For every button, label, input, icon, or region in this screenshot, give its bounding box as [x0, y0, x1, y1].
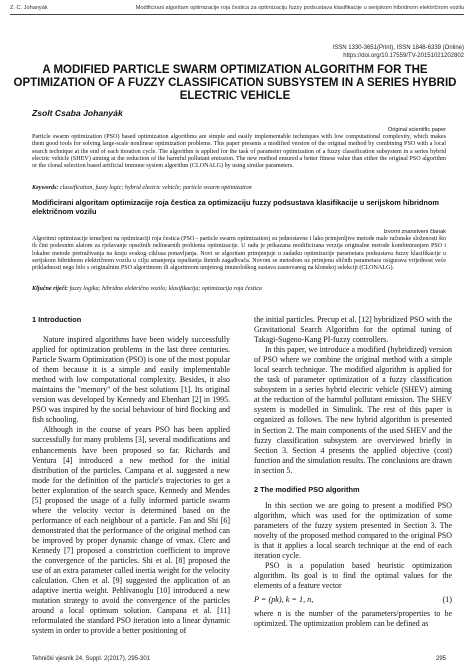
equation-expression: P = (pk), k = 1, n,	[254, 595, 314, 605]
paragraph: the initial particles. Precup et al. [12] hybridized PSO with the Gravitational Search Algorithm for the optimal tuning of Takagi-Sugeno-Kang PI-fuzzy controllers.	[254, 315, 452, 345]
equation-1	[254, 593, 452, 607]
doi-line[interactable]: https://doi.org/10.17559/TV-20151021202802	[343, 53, 464, 59]
paper-title: A MODIFIED PARTICLE SWARM OPTIMIZATION ALGORITHM FOR THE OPTIMIZATION OF A FUZZY CLASSIFICATION SUBSYSTEM IN A SERIES HYBRID ELECTRIC VEHICLE	[13, 64, 457, 102]
title-hr: Modificirani algoritam optimizacije roja čestica za optimizaciju fuzzy podsustava klasifikacije u serijskom hibridnom električnom vozilu	[32, 198, 440, 216]
paragraph: In this section we are going to present a modified PSO algorithm, which was used for the optimization of some parameters of the fuzzy system presented in Section 3. The novelty of the proposed method compared to the original PSO is that it applies a local search technique at the end of each iteration cycle.	[254, 500, 452, 560]
page-number: 295	[435, 656, 446, 662]
keywords-en	[32, 185, 446, 191]
paragraph: In this paper, we introduce a modified (hybridized) version of PSO where we combine the original method with a simple local search technique. The modified algorithm is applied for the task of parameter optimization of a fuzzy classification subsystem in a series hybrid electric vehicle (SHEV) aiming at the reduction of the harmful pollutant emission. The SHEV system is modelled in Simulink. The rest of this paper is organized as follows. The new hybrid algorithm is presented in Section 2. The main components of the used SHEV and the fuzzy classification subsystem are overviewed briefly in Section 3. Section 4 presents the applied objective (cost) function and the simulation results. The conclusions are drawn in section 5.	[254, 345, 452, 475]
running-header-title: Modificirani algoritam optimizacije roja čestica za optimizaciju fuzzy podsustava klasifikacije u serijskom hibridnom električnom vozilu	[135, 5, 464, 11]
keywords-hr-text: fuzzy logika; hibridno električno vozilo; klasifikacija; optimizacija roja čestica	[69, 286, 262, 292]
paragraph: PSO is a population based heuristic optimization algorithm. Its goal is to find the optimal values for the elements of a feature vector	[254, 561, 452, 591]
keywords-hr	[32, 286, 446, 292]
keywords-en-text: classification, fuzzy logic; hybrid electric vehicle; particle swarm optimization	[59, 185, 252, 191]
abstract-hr: Algoritmi optimizacije temeljeni na optimizaciji roja čestica (PSO - particle swarm optimization) su jednostavne i lako primjenljive metode male računske složenosti što ih čini podesnim alatom za rješavanje opsežnih nelinearnih problema optimizacije. U radu je prikazana modificirana verzija originalne metode kombiniranjem PSO i lokalne metode pretraživanja na kraju svakog ciklusa ponavljanja. Novi se algoritam primjenjuje u zadatku optimizacije parametara podsustava fuzzy klasifikacije u serijskom hibridnom električnom vozilu u cilju smanjenja ispuštanja štetnih zagađivača. Novom se metodom uz primjenu sličnih parametara osigurava vrijednost veće prikladnosti nego bilo s originalnim PSO algoritmom ili algoritmom umjetnog imunološkog sustava zasnovanog na klonskoj selekciji (CLONALG).	[32, 236, 446, 272]
equation-number: (1)	[442, 595, 452, 605]
header-rule	[10, 14, 464, 15]
running-header-author: Z. C. Johanyák	[10, 5, 48, 11]
keywords-hr-label: Ključne riječi:	[32, 286, 69, 292]
paragraph: Although in the course of years PSO has been applied successfully for many problems [3], several modifications and enhancements have been proposed so far. Richards and Ventura [4] introduced a new method for the initial distribution of the particles. Campana et al. suggested a new mode for the definition of the particle's trajectories to get a better exploration of the search space. Kennedy and Mendes [5] proposed the usage of a fully informed particle swarm where the velocity vector is determined based on the performance of each neighbour of a particle. Fan and Shi [6] demonstrated that the performance of the original method can be improved by proper dynamic change of vmax. Clerc and Kennedy [7] proposed a constriction coefficient to improve the convergence of the particles. Shi et al. [8] proposed the use of an extra parameter called inertia weight for the velocity calculation. Chen et al. [9] suggested the application of an adaptive inertia weight. Pehlivanoglu [10] introduced a new mutation strategy to avoid the convergence of the particles around a local optimum solution. Campana et al. [11] reformulated the standard PSO iteration into a linear dynamic system in order to provide a better positioning of	[32, 425, 230, 636]
issn-line: ISSN 1330-3651(Print), ISSN 1848-6339 (Online)	[332, 45, 464, 51]
paragraph: Nature inspired algorithms have been widely successfully applied for optimization problems in the last three centuries. Particle Swarm Optimization (PSO) is one of the most popular of them because it is a simple and easily implementable method with low computational complexity. Besides, it also maintains the "memory" of the best solutions [1]. Its original version was developed by Kennedy and Ebenhart [2] in 1995. PSO was inspired by the social behaviour of bird flocking and fish schooling.	[32, 335, 230, 425]
keywords-en-label: Keywords:	[32, 185, 59, 191]
issn-block	[333, 44, 464, 60]
paragraph: where n is the number of the parameters/properties to be optimized. The optimization problem can be defined as	[254, 609, 452, 629]
paper-type-hr: Izvorni znanstveni članak	[383, 229, 446, 235]
right-column	[254, 315, 452, 629]
abstract-en: Particle swarm optimization (PSO) based optimization algorithms are simple and easily implementable techniques with low computational complexity, which makes them good tools for solving large-scale nonlinear optimization problems. This paper presents a modified version of the original method by combining PSO with a local search technique at the end of each iteration cycle. The algorithm is applied for the task of parameter optimization of a fuzzy classification subsystem in a series hybrid electric vehicle (SHEV) aiming at the reduction of the harmful pollutant emission. The new method ensured a better fitness value than either the original PSO algorithm or the clonal selection based artificial immune system algorithm (CLONALG) by using similar parameters.	[32, 134, 446, 170]
section-heading-modified-pso: 2 The modified PSO algorithm	[254, 484, 360, 494]
section-heading-introduction: 1 Introduction	[32, 315, 82, 324]
journal-citation: Tehnički vjesnik 24, Suppl. 2(2017), 295-301	[32, 656, 151, 662]
left-column	[32, 315, 230, 636]
paper-type-en: Original scientific paper	[387, 127, 446, 133]
author-name: Zsolt Csaba Johanyák	[32, 108, 123, 118]
